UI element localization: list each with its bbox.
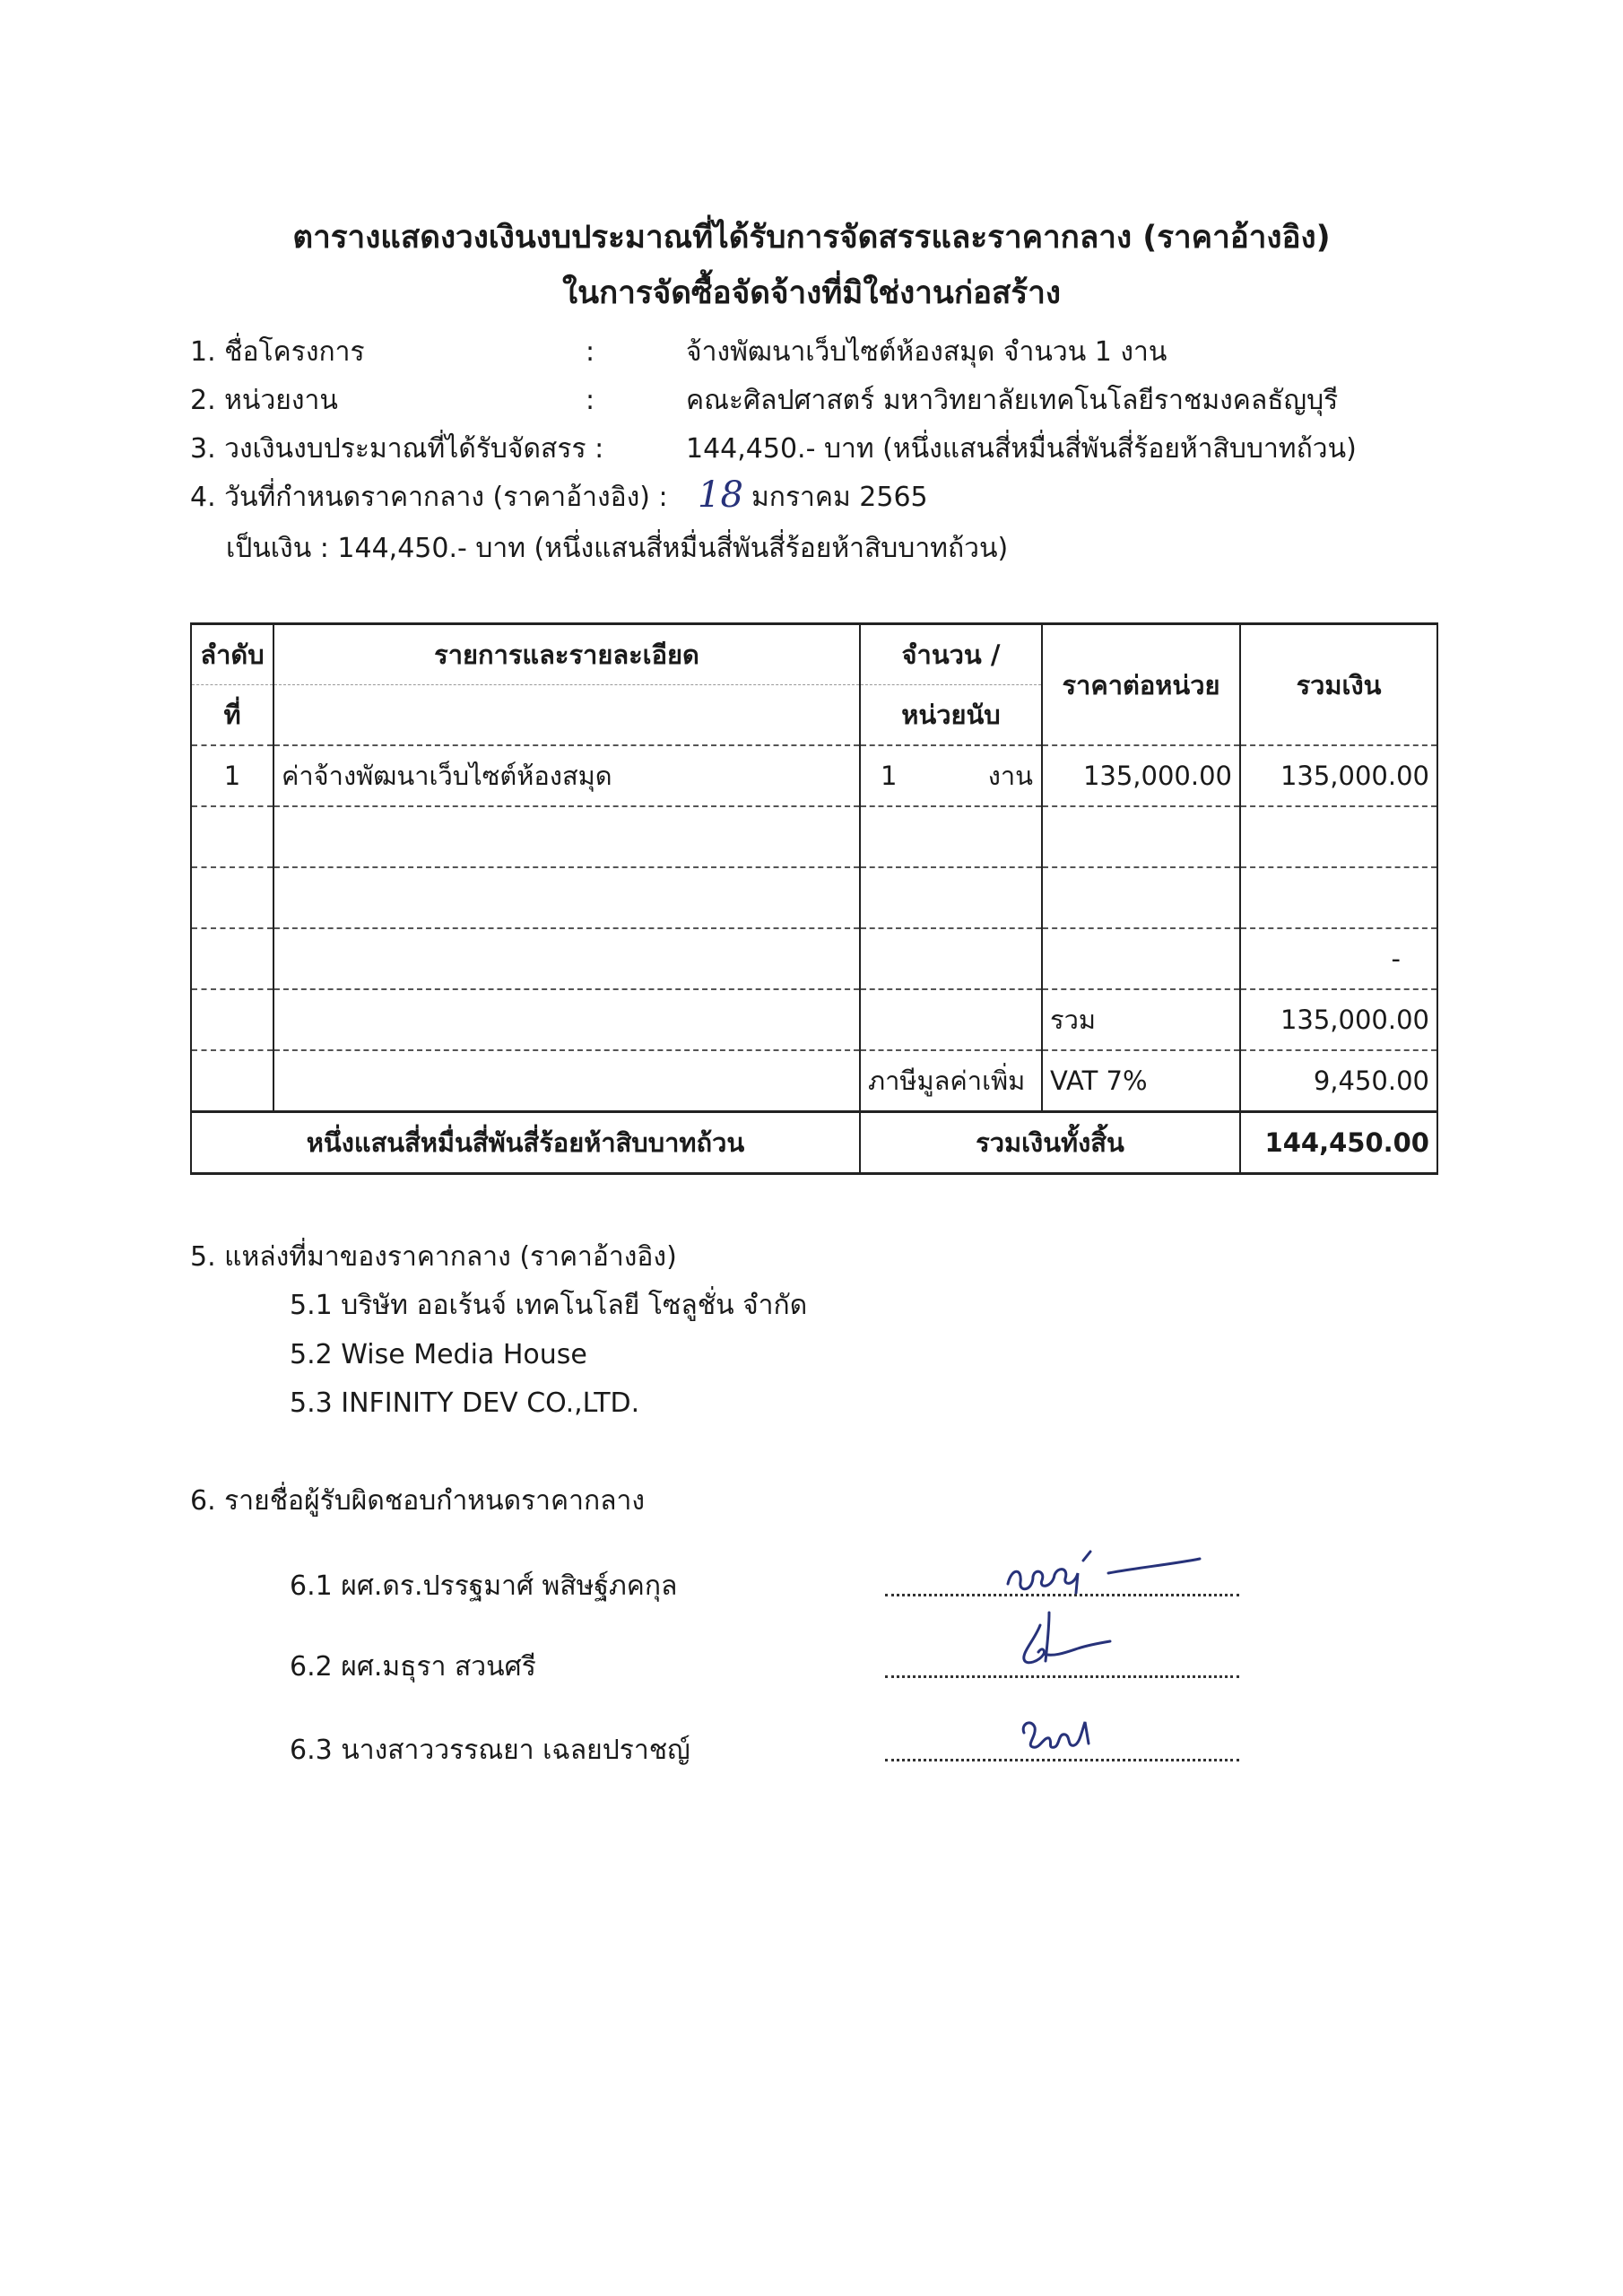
subtotal-label: รวม xyxy=(1042,989,1240,1050)
subtotal-value: 135,000.00 xyxy=(1240,989,1437,1050)
header-qty: จำนวน / xyxy=(860,624,1042,685)
handwritten-day: 18 xyxy=(698,474,743,516)
source-item-2: 5.2 Wise Media House xyxy=(290,1339,587,1370)
grand-total-value: 144,450.00 xyxy=(1240,1112,1437,1174)
document-title-line-2: ในการจัดซื้อจัดจ้างที่มิใช่งานก่อสร้าง xyxy=(562,275,1061,311)
header-item: รายการและรายละเอียด xyxy=(273,624,860,685)
header-unit: หน่วยนับ xyxy=(860,685,1042,746)
budget-value: 144,450.- บาท (หนึ่งแสนสี่หมื่นสี่พันสี่ร้อยห้าสิบบาทถ้วน) xyxy=(686,433,1357,465)
table-row-empty xyxy=(191,928,1437,989)
header-no: ลำดับ xyxy=(191,624,273,685)
unit-value: คณะศิลปศาสตร์ มหาวิทยาลัยเทคโนโลยีราชมงคลธัญบุรี xyxy=(686,385,1339,416)
unit-label: 2. หน่วยงาน xyxy=(190,385,338,416)
vat-rate: VAT 7% xyxy=(1042,1050,1240,1112)
row-unit-price: 135,000.00 xyxy=(1042,745,1240,806)
dash-mark: - xyxy=(1240,928,1437,989)
row-item: ค่าจ้างพัฒนาเว็บไซต์ห้องสมุด xyxy=(273,745,860,806)
source-item-1: 5.1 บริษัท ออเร้นจ์ เทคโนโลยี โซลูชั่น จำกัด xyxy=(290,1290,808,1321)
signature-1 xyxy=(1002,1541,1218,1604)
header-no-2: ที่ xyxy=(191,685,273,746)
price-table xyxy=(190,622,1438,1175)
header-unit-price: ราคาต่อหน่วย xyxy=(1042,624,1240,746)
grand-total-label: รวมเงินทั้งสิ้น xyxy=(860,1112,1240,1174)
grand-total-row xyxy=(191,1112,1437,1174)
vat-row xyxy=(191,1050,1437,1112)
committee-member-1: 6.1 ผศ.ดร.ปรรฐมาศ์ พสิษฐ์ภคกุล xyxy=(290,1570,678,1602)
project-value: จ้างพัฒนาเว็บไซต์ห้องสมุด จำนวน 1 งาน xyxy=(686,336,1167,368)
table-row xyxy=(191,745,1437,806)
subtotal-row xyxy=(191,989,1437,1050)
row-qty-unit xyxy=(860,745,1042,806)
amount-line: เป็นเงิน : 144,450.- บาท (หนึ่งแสนสี่หมื่นสี่พันสี่ร้อยห้าสิบบาทถ้วน) xyxy=(226,533,1009,564)
project-label: 1. ชื่อโครงการ xyxy=(190,336,365,368)
vat-value: 9,450.00 xyxy=(1240,1050,1437,1112)
committee-member-2: 6.2 ผศ.มธุรา สวนศรี xyxy=(290,1651,536,1683)
table-row-empty xyxy=(191,806,1437,867)
table-header-row xyxy=(191,624,1437,685)
budget-label: 3. วงเงินงบประมาณที่ได้รับจัดสรร : xyxy=(190,433,604,465)
signature-2 xyxy=(1013,1607,1139,1679)
table-row-empty xyxy=(191,867,1437,928)
source-item-3: 5.3 INFINITY DEV CO.,LTD. xyxy=(290,1387,640,1419)
amount-in-words: หนึ่งแสนสี่หมื่นสี่พันสี่ร้อยห้าสิบบาทถ้วน xyxy=(191,1112,860,1174)
committee-heading: 6. รายชื่อผู้รับผิดชอบกำหนดราคากลาง xyxy=(190,1485,645,1517)
project-colon: : xyxy=(586,336,595,368)
row-qty: 1 xyxy=(881,761,898,791)
row-no: 1 xyxy=(191,745,273,806)
unit-colon: : xyxy=(586,385,595,416)
document-title-line-1: ตารางแสดงวงเงินงบประมาณที่ได้รับการจัดสรรและราคากลาง (ราคาอ้างอิง) xyxy=(292,220,1331,256)
committee-member-3: 6.3 นางสาววรรณยา เฉลยปราชญ์ xyxy=(290,1735,690,1766)
sources-heading: 5. แหล่งที่มาของราคากลาง (ราคาอ้างอิง) xyxy=(190,1241,677,1273)
row-total: 135,000.00 xyxy=(1240,745,1437,806)
reference-date-month-year: มกราคม 2565 xyxy=(751,482,928,513)
vat-label: ภาษีมูลค่าเพิ่ม xyxy=(860,1050,1042,1112)
reference-date-label: 4. วันที่กำหนดราคากลาง (ราคาอ้างอิง) : xyxy=(190,482,668,513)
header-total: รวมเงิน xyxy=(1240,624,1437,746)
row-unit: งาน xyxy=(987,761,1033,791)
signature-3 xyxy=(1013,1706,1130,1760)
header-item-2 xyxy=(273,685,860,746)
